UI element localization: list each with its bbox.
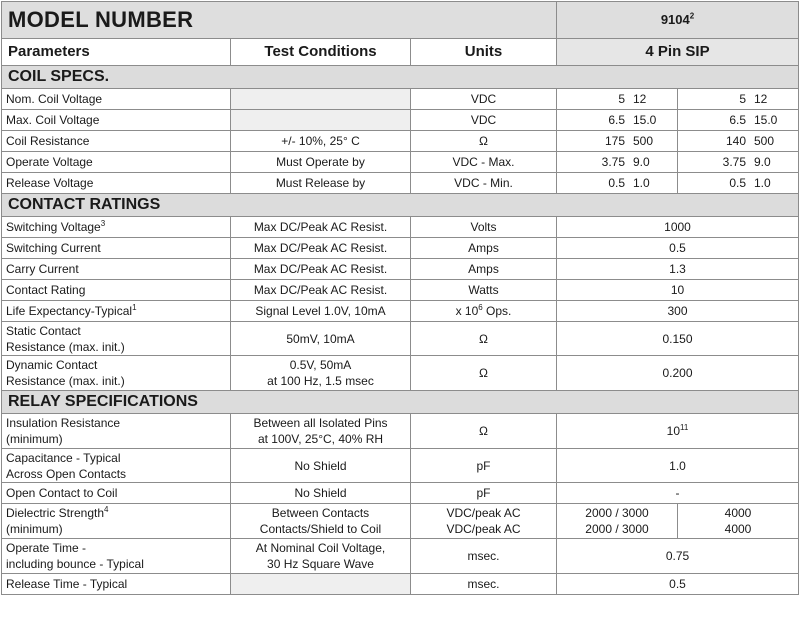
table-row: [2, 238, 799, 259]
test-condition: At Nominal Coil Voltage, 30 Hz Square Wave: [231, 539, 411, 574]
table-row: [2, 449, 799, 483]
parameter-name: Life Expectancy-Typical$^1$: [2, 301, 231, 322]
model-number-title: MODEL NUMBER: [2, 2, 557, 39]
test-condition: 0.5V, 50mA at 100 Hz, 1.5 msec: [231, 356, 411, 391]
parameter-name: Dielectric Strength$^4$ (minimum): [2, 504, 231, 539]
value-cell: 300: [557, 301, 799, 322]
unit: x $10^6$ Ops.: [411, 301, 557, 322]
value-cell: 5 12: [557, 89, 678, 110]
unit: VDC: [411, 89, 557, 110]
unit: Amps: [411, 259, 557, 280]
parameter-name: Operate Voltage: [2, 152, 231, 173]
value-cell: 3.75 9.0: [678, 152, 799, 173]
table-row: [2, 173, 799, 194]
value-cell: 3.75 9.0: [557, 152, 678, 173]
value-cell: 1.3: [557, 259, 799, 280]
value-cell: 6.5 15.0: [557, 110, 678, 131]
section-coil-specs: [2, 66, 799, 89]
column-header-package: 4 Pin SIP: [557, 39, 799, 66]
table-row: [2, 131, 799, 152]
value-cell: 0.5: [557, 574, 799, 595]
table-row: [2, 301, 799, 322]
test-condition: No Shield: [231, 449, 411, 483]
parameter-name: Switching Current: [2, 238, 231, 259]
column-header-units: Units: [411, 39, 557, 66]
unit: VDC: [411, 110, 557, 131]
test-condition: [231, 574, 411, 595]
table-row: [2, 483, 799, 504]
parameter-name: Capacitance - Typical Across Open Contacts: [2, 449, 231, 483]
value-cell: 0.5 1.0: [557, 173, 678, 194]
unit: pF: [411, 449, 557, 483]
section-title: RELAY SPECIFICATIONS: [2, 391, 799, 414]
parameter-name: Insulation Resistance (minimum): [2, 414, 231, 449]
test-condition: Must Operate by: [231, 152, 411, 173]
unit: Ω: [411, 131, 557, 152]
test-condition: No Shield: [231, 483, 411, 504]
section-title: CONTACT RATINGS: [2, 194, 799, 217]
column-header-test-conditions: Test Conditions: [231, 39, 411, 66]
value-cell: 1000: [557, 217, 799, 238]
model-number-row: [2, 2, 799, 39]
section-relay-specifications: [2, 391, 799, 414]
parameter-name: Switching Voltage$^3$: [2, 217, 231, 238]
parameter-name: Max. Coil Voltage: [2, 110, 231, 131]
parameter-name: Coil Resistance: [2, 131, 231, 152]
test-condition: [231, 110, 411, 131]
model-number-value: 9104$^2$: [557, 2, 799, 39]
table-row: [2, 322, 799, 356]
parameter-name: Release Time - Typical: [2, 574, 231, 595]
table-row: [2, 152, 799, 173]
unit: VDC - Max.: [411, 152, 557, 173]
test-condition: Must Release by: [231, 173, 411, 194]
value-cell: 4000 4000: [678, 504, 799, 539]
parameter-name: Dynamic Contact Resistance (max. init.): [2, 356, 231, 391]
value-cell: 5 12: [678, 89, 799, 110]
parameter-name: Nom. Coil Voltage: [2, 89, 231, 110]
test-condition: Max DC/Peak AC Resist.: [231, 259, 411, 280]
parameter-name: Open Contact to Coil: [2, 483, 231, 504]
value-cell: -: [557, 483, 799, 504]
unit: Volts: [411, 217, 557, 238]
value-cell: 0.200: [557, 356, 799, 391]
section-contact-ratings: [2, 194, 799, 217]
unit: Ω: [411, 322, 557, 356]
test-condition: 50mV, 10mA: [231, 322, 411, 356]
table-row: [2, 504, 799, 539]
unit: Ω: [411, 356, 557, 391]
test-condition: [231, 89, 411, 110]
relay-spec-table: [1, 1, 799, 595]
table-row: [2, 259, 799, 280]
parameter-name: Contact Rating: [2, 280, 231, 301]
value-cell: $10^{11}$: [557, 414, 799, 449]
unit: msec.: [411, 574, 557, 595]
value-cell: 175 500: [557, 131, 678, 152]
parameter-name: Static Contact Resistance (max. init.): [2, 322, 231, 356]
unit: Watts: [411, 280, 557, 301]
value-cell: 6.5 15.0: [678, 110, 799, 131]
test-condition: Between Contacts Contacts/Shield to Coil: [231, 504, 411, 539]
parameter-name: Carry Current: [2, 259, 231, 280]
table-row: [2, 89, 799, 110]
value-cell: 0.75: [557, 539, 799, 574]
unit: Ω: [411, 414, 557, 449]
unit: Amps: [411, 238, 557, 259]
value-cell: 0.5 1.0: [678, 173, 799, 194]
section-title: COIL SPECS.: [2, 66, 799, 89]
test-condition: Max DC/Peak AC Resist.: [231, 238, 411, 259]
value-cell: 1.0: [557, 449, 799, 483]
table-row: [2, 414, 799, 449]
value-cell: 0.5: [557, 238, 799, 259]
test-condition: Between all Isolated Pins at 100V, 25°C, 40% RH: [231, 414, 411, 449]
unit: pF: [411, 483, 557, 504]
table-row: [2, 539, 799, 574]
column-header-row: [2, 39, 799, 66]
parameter-name: Release Voltage: [2, 173, 231, 194]
unit: VDC/peak AC VDC/peak AC: [411, 504, 557, 539]
value-cell: 2000 / 3000 2000 / 3000: [557, 504, 678, 539]
value-cell: 0.150: [557, 322, 799, 356]
test-condition: Max DC/Peak AC Resist.: [231, 217, 411, 238]
value-cell: 10: [557, 280, 799, 301]
unit: VDC - Min.: [411, 173, 557, 194]
test-condition: Max DC/Peak AC Resist.: [231, 280, 411, 301]
column-header-parameters: Parameters: [2, 39, 231, 66]
unit: msec.: [411, 539, 557, 574]
table-row: [2, 217, 799, 238]
test-condition: +/- 10%, 25° C: [231, 131, 411, 152]
table-row: [2, 110, 799, 131]
table-row: [2, 356, 799, 391]
table-row: [2, 574, 799, 595]
value-cell: 140 500: [678, 131, 799, 152]
table-row: [2, 280, 799, 301]
test-condition: Signal Level 1.0V, 10mA: [231, 301, 411, 322]
parameter-name: Operate Time - including bounce - Typical: [2, 539, 231, 574]
